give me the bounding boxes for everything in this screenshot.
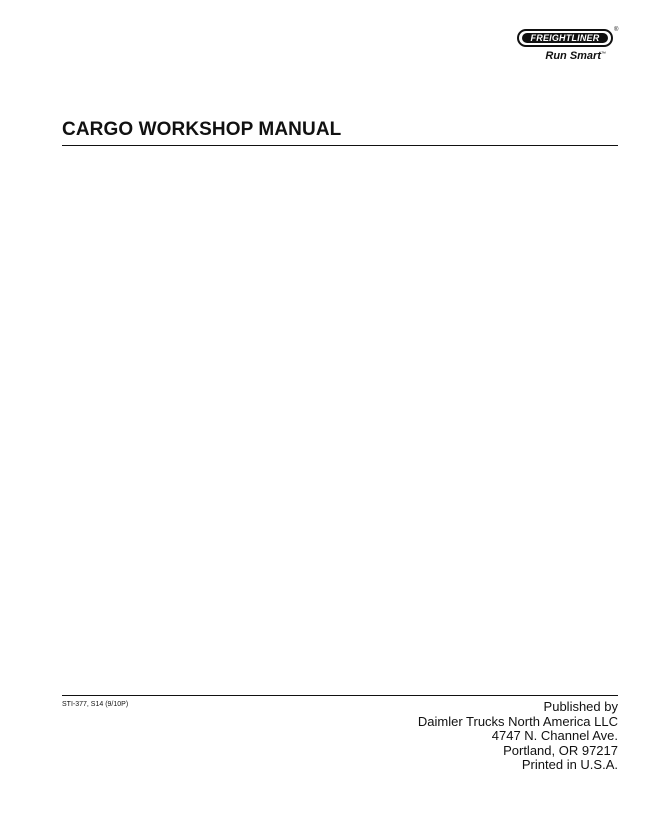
publisher-city: Portland, OR 97217 (503, 742, 618, 758)
title-divider (62, 145, 618, 146)
logo-brand-text: FREIGHTLINER (530, 32, 600, 43)
logo-tagline: Run Smart (545, 50, 601, 62)
publication-code: STI-377, S14 (9/10P) (62, 701, 129, 708)
publisher-line: Published by (543, 699, 618, 714)
footer-divider (62, 695, 618, 696)
publisher-company: Daimler Trucks North America LLC (417, 713, 618, 729)
document-title: CARGO WORKSHOP MANUAL (62, 119, 342, 140)
registered-mark: ® (614, 27, 619, 33)
trademark-mark: ™ (601, 51, 606, 57)
logo-badge (517, 29, 613, 47)
freightliner-logo (515, 27, 619, 67)
publisher-street: 4747 N. Channel Ave. (491, 728, 618, 743)
publisher-country: Printed in U.S.A. (521, 757, 618, 772)
publisher-block (418, 700, 618, 773)
logo-badge-fill (522, 33, 608, 43)
